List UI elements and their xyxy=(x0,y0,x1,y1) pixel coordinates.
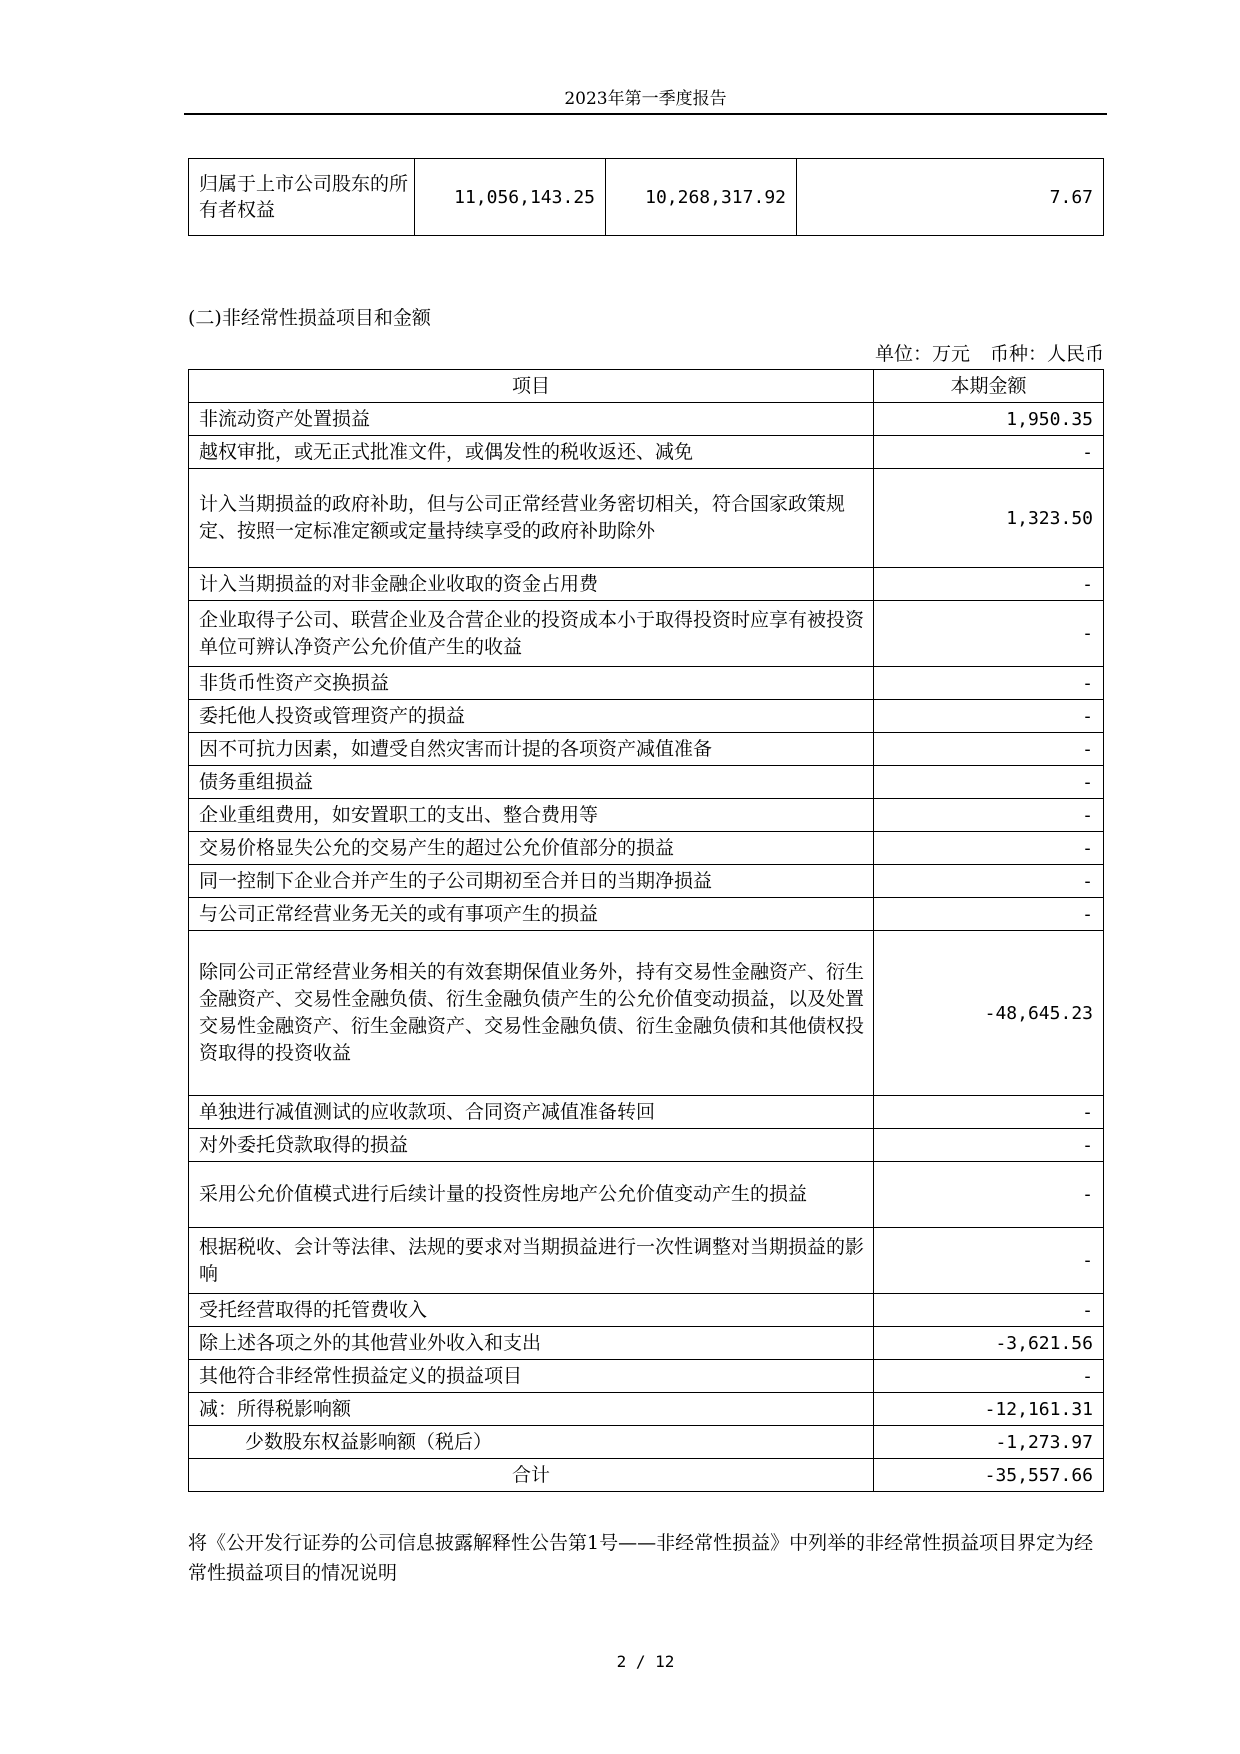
row-item: 其他符合非经常性损益定义的损益项目 xyxy=(189,1360,874,1393)
total-row xyxy=(189,1459,1104,1492)
table-row xyxy=(189,1228,1104,1294)
row-amount: - xyxy=(874,436,1104,469)
total-amount: -35,557.66 xyxy=(874,1459,1104,1492)
row-item: 根据税收、会计等法律、法规的要求对当期损益进行一次性调整对当期损益的影响 xyxy=(189,1228,874,1294)
currency-label: 币种：人民币 xyxy=(989,343,1104,365)
table-row xyxy=(189,1327,1104,1360)
table-row xyxy=(189,469,1104,568)
row-item: 采用公允价值模式进行后续计量的投资性房地产公允价值变动产生的损益 xyxy=(189,1162,874,1228)
equity-previous: 10,268,317.92 xyxy=(606,159,797,236)
non-recurring-gains-table xyxy=(188,369,1104,1492)
row-amount: -48,645.23 xyxy=(874,931,1104,1096)
table-row xyxy=(189,832,1104,865)
row-amount: - xyxy=(874,1096,1104,1129)
row-amount: - xyxy=(874,865,1104,898)
row-item: 债务重组损益 xyxy=(189,766,874,799)
unit-currency-line xyxy=(700,342,1104,366)
table-row xyxy=(189,436,1104,469)
row-item: 非货币性资产交换损益 xyxy=(189,667,874,700)
row-item: 除上述各项之外的其他营业外收入和支出 xyxy=(189,1327,874,1360)
section-title: (二)非经常性损益项目和金额 xyxy=(188,307,431,329)
row-item: 少数股东权益影响额（税后） xyxy=(189,1426,874,1459)
table-row xyxy=(189,799,1104,832)
table-row xyxy=(189,733,1104,766)
row-amount: -12,161.31 xyxy=(874,1393,1104,1426)
total-label: 合计 xyxy=(189,1459,874,1492)
equity-label: 归属于上市公司股东的所有者权益 xyxy=(189,159,415,236)
row-amount: -3,621.56 xyxy=(874,1327,1104,1360)
page-header: 2023年第一季度报告 xyxy=(564,89,727,109)
table-row xyxy=(189,601,1104,667)
table-row xyxy=(189,931,1104,1096)
table-row xyxy=(189,766,1104,799)
row-item: 越权审批，或无正式批准文件，或偶发性的税收返还、减免 xyxy=(189,436,874,469)
table-row xyxy=(189,1426,1104,1459)
row-item: 计入当期损益的对非金融企业收取的资金占用费 xyxy=(189,568,874,601)
row-amount: - xyxy=(874,1162,1104,1228)
row-amount: - xyxy=(874,667,1104,700)
row-amount: - xyxy=(874,799,1104,832)
table-row xyxy=(189,898,1104,931)
row-amount: - xyxy=(874,898,1104,931)
row-item: 委托他人投资或管理资产的损益 xyxy=(189,700,874,733)
row-item: 企业取得子公司、联营企业及合营企业的投资成本小于取得投资时应享有被投资单位可辨认净资产公允价值产生的收益 xyxy=(189,601,874,667)
row-item: 非流动资产处置损益 xyxy=(189,403,874,436)
row-amount: - xyxy=(874,1360,1104,1393)
row-amount: -1,273.97 xyxy=(874,1426,1104,1459)
row-item: 对外委托贷款取得的损益 xyxy=(189,1129,874,1162)
row-amount: - xyxy=(874,601,1104,667)
row-amount: - xyxy=(874,568,1104,601)
unit-label: 单位：万元 xyxy=(874,343,970,365)
explanatory-note: 将《公开发行证券的公司信息披露解释性公告第1号——非经常性损益》中列举的非经常性损益项目界定为经常性损益项目的情况说明 xyxy=(188,1532,1094,1584)
row-item: 计入当期损益的政府补助，但与公司正常经营业务密切相关，符合国家政策规定、按照一定标准定额或定量持续享受的政府补助除外 xyxy=(189,469,874,568)
row-item: 企业重组费用，如安置职工的支出、整合费用等 xyxy=(189,799,874,832)
row-amount: - xyxy=(874,1294,1104,1327)
column-header-amount: 本期金额 xyxy=(874,370,1104,403)
table-row xyxy=(189,568,1104,601)
equity-change: 7.67 xyxy=(797,159,1104,236)
table-row xyxy=(189,1294,1104,1327)
row-item: 交易价格显失公允的交易产生的超过公允价值部分的损益 xyxy=(189,832,874,865)
table-row xyxy=(189,1129,1104,1162)
table-row xyxy=(189,700,1104,733)
table-row xyxy=(189,667,1104,700)
row-amount: - xyxy=(874,1228,1104,1294)
row-amount: - xyxy=(874,700,1104,733)
row-amount: - xyxy=(874,733,1104,766)
row-item: 除同公司正常经营业务相关的有效套期保值业务外，持有交易性金融资产、衍生金融资产、交易性金融负债、衍生金融负债产生的公允价值变动损益，以及处置交易性金融资产、衍生金融资产、交易性金融负债、衍生金融负债和其他债权投资取得的投资收益 xyxy=(189,931,874,1096)
table-header-row xyxy=(189,370,1104,403)
row-item: 因不可抗力因素，如遭受自然灾害而计提的各项资产减值准备 xyxy=(189,733,874,766)
table-row xyxy=(189,1393,1104,1426)
table-row xyxy=(189,865,1104,898)
row-item: 单独进行减值测试的应收款项、合同资产减值准备转回 xyxy=(189,1096,874,1129)
column-header-item: 项目 xyxy=(189,370,874,403)
equity-table xyxy=(188,158,1104,236)
row-amount: - xyxy=(874,1129,1104,1162)
page-number: 2 / 12 xyxy=(616,1652,675,1671)
table-row xyxy=(189,1096,1104,1129)
row-amount: 1,323.50 xyxy=(874,469,1104,568)
row-item: 受托经营取得的托管费收入 xyxy=(189,1294,874,1327)
row-item: 同一控制下企业合并产生的子公司期初至合并日的当期净损益 xyxy=(189,865,874,898)
table-row xyxy=(189,1360,1104,1393)
table-row xyxy=(189,159,1104,236)
table-row xyxy=(189,1162,1104,1228)
header-divider xyxy=(184,113,1107,115)
row-amount: - xyxy=(874,832,1104,865)
table-row xyxy=(189,403,1104,436)
equity-current: 11,056,143.25 xyxy=(415,159,606,236)
row-amount: 1,950.35 xyxy=(874,403,1104,436)
row-amount: - xyxy=(874,766,1104,799)
row-item: 与公司正常经营业务无关的或有事项产生的损益 xyxy=(189,898,874,931)
row-item: 减：所得税影响额 xyxy=(189,1393,874,1426)
